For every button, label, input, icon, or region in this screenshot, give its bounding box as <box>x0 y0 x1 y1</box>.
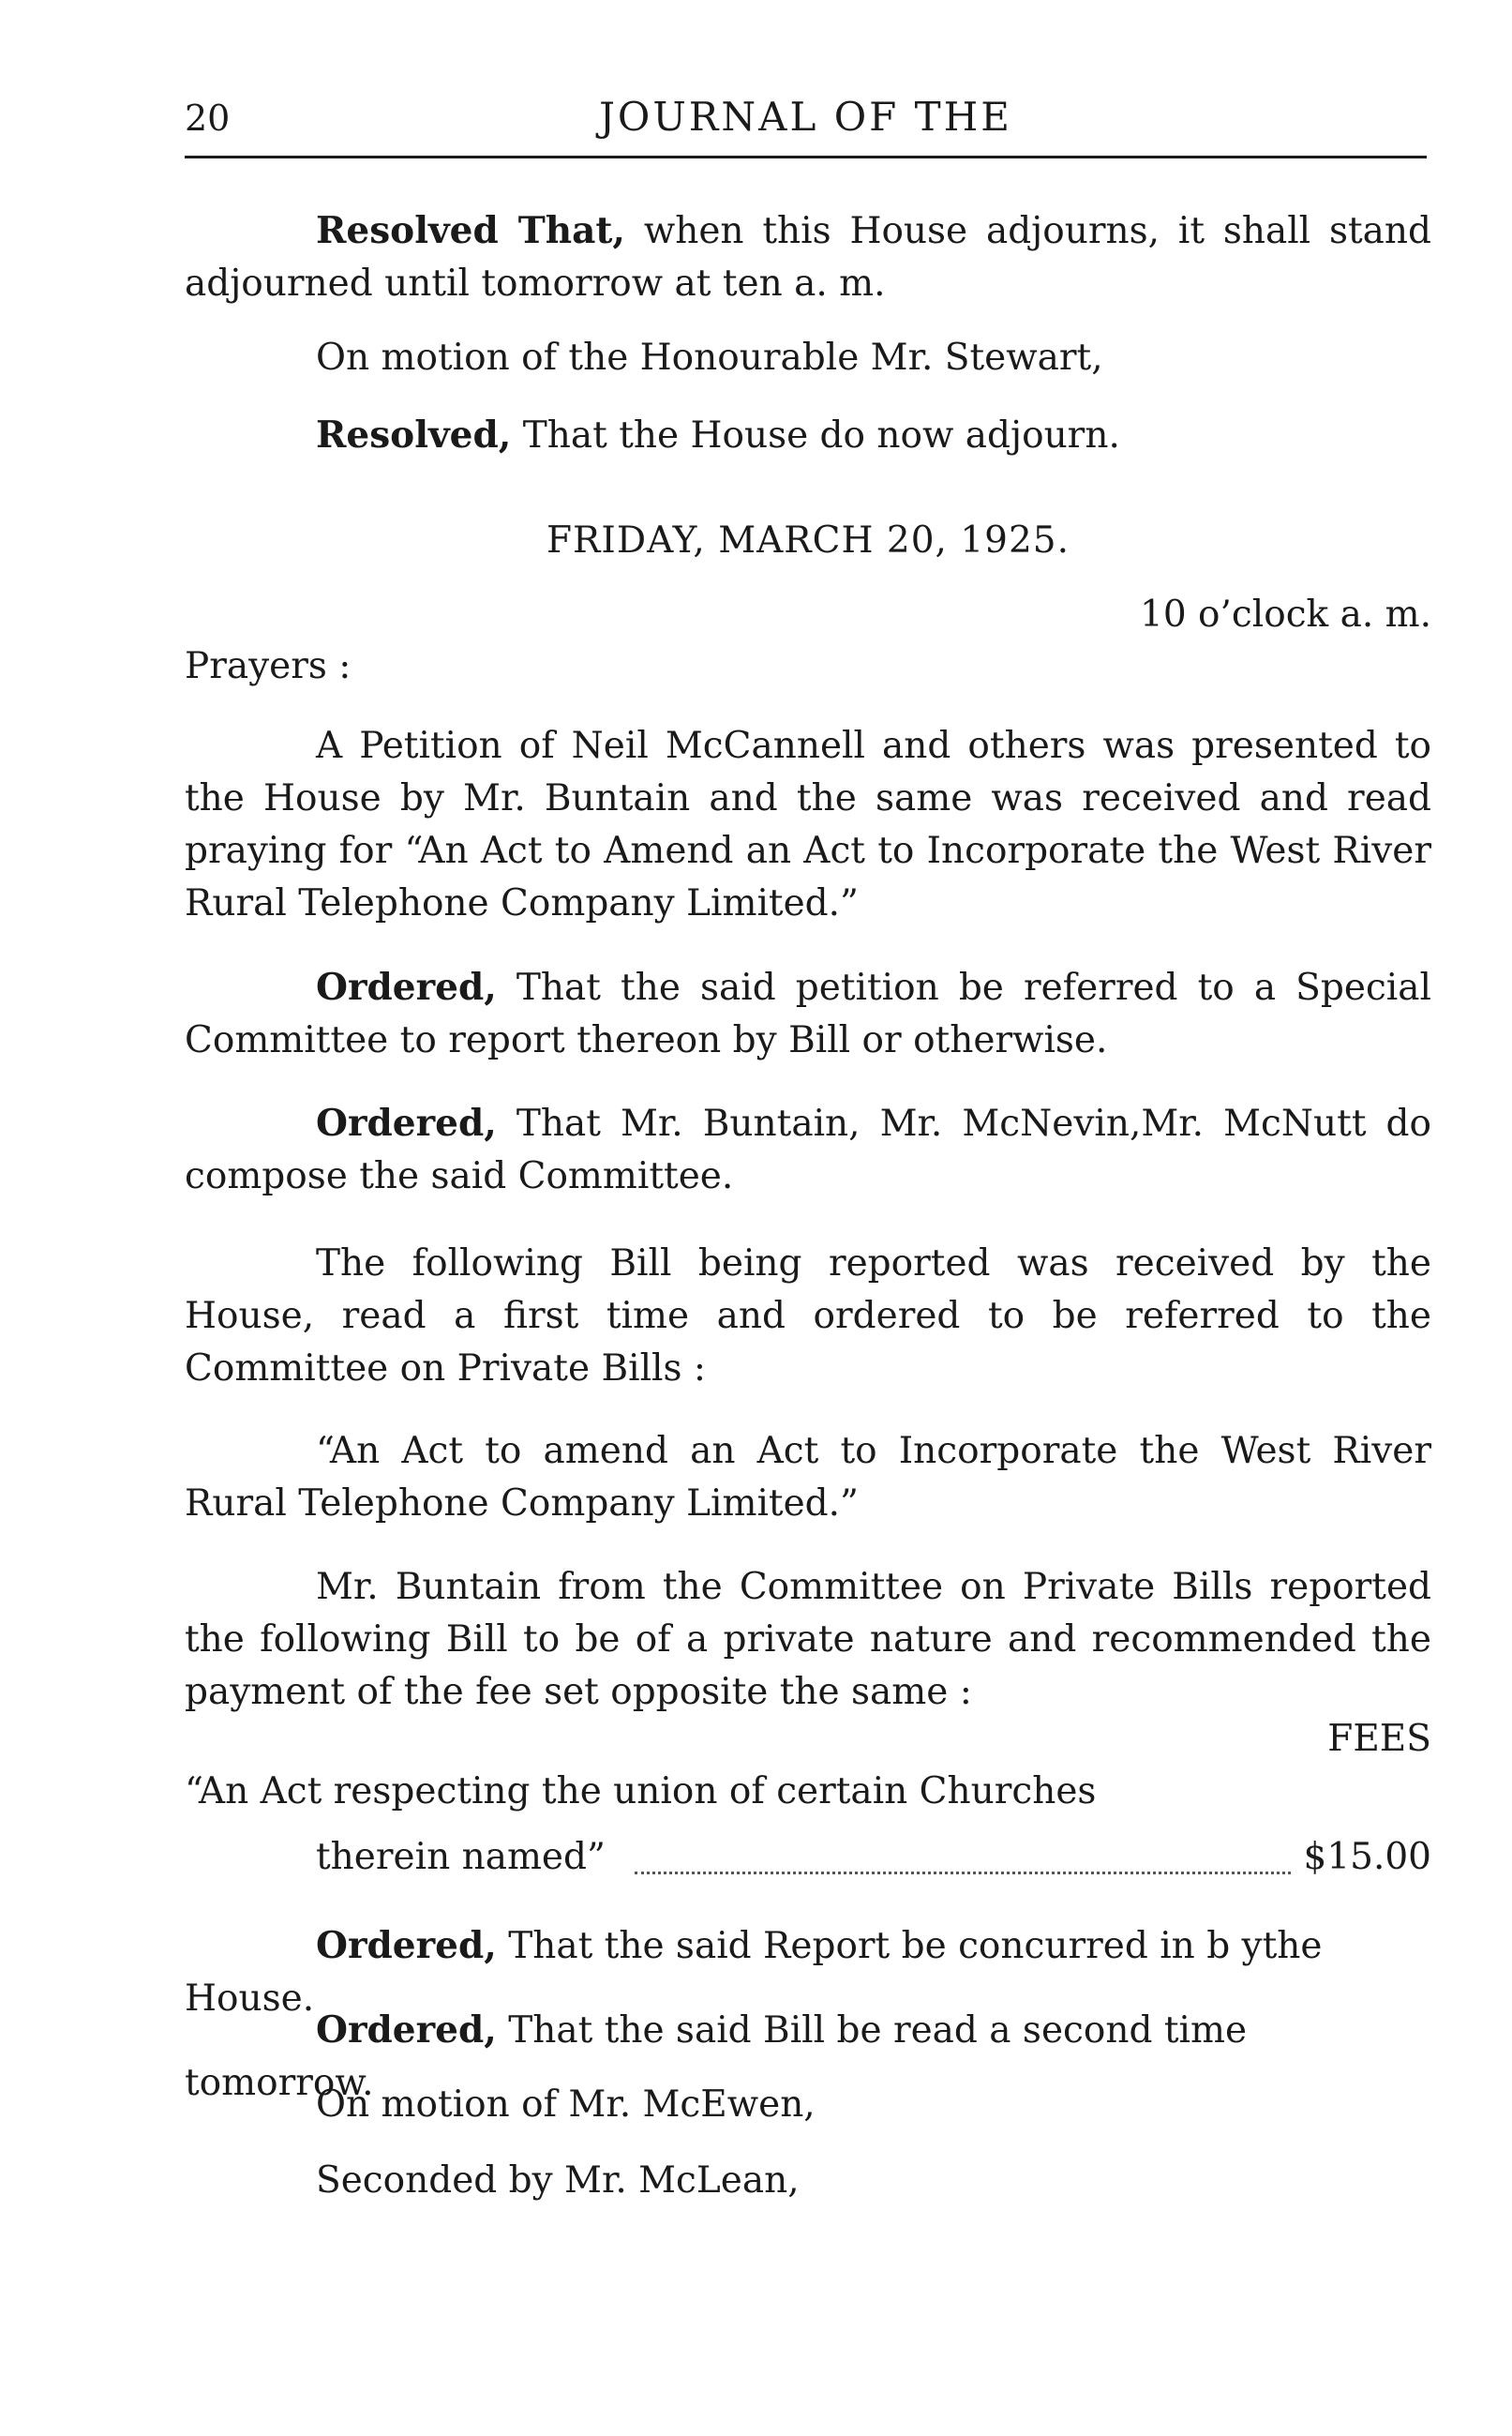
fee-bill-title: “An Act respecting the union of certain Churches <box>185 1770 1097 1812</box>
bill-reported-paragraph: The following Bill being reported was received by the House, read a first time and ordered to be referred to the Committee on Private Bills : <box>185 1242 1431 1390</box>
fee-amount: $15.00 <box>1303 1836 1431 1878</box>
ordered-label: Ordered, <box>316 1924 497 1967</box>
resolved-label: Resolved That, <box>316 209 625 252</box>
motion-mcewen: On motion of Mr. McEwen, <box>316 2083 816 2126</box>
ordered-label: Ordered, <box>316 1102 497 1145</box>
ordered-text: That Mr. Buntain, Mr. McNevin,Mr. McNutt do compose the said Committee. <box>185 1103 1431 1197</box>
bill-title-paragraph: “An Act to amend an Act to Incorporate the West River Rural Telephone Company Limited.” <box>185 1430 1431 1525</box>
ordered-committee-paragraph <box>185 1097 1431 1203</box>
ordered-referred-paragraph <box>185 961 1431 1067</box>
fee-row <box>316 1836 1431 1888</box>
resolved-label: Resolved, <box>316 414 512 457</box>
resolution-text: when this House adjourns, it shall stand adjourned until tomorrow at ten a. m. <box>185 210 1431 305</box>
prayers-line: Prayers : <box>185 645 352 687</box>
ordered-label: Ordered, <box>316 966 497 1009</box>
resolution-now-adjourn <box>185 409 1431 462</box>
motion-stewart: On motion of the Honourable Mr. Stewart, <box>316 337 1103 379</box>
petition-paragraph: A Petition of Neil McCannell and others was presented to the House by Mr. Buntain and the same was received and read praying for “An Act to Amend an Act to Incorporate the West River Rural Telephone Company Limited.” <box>185 725 1431 925</box>
committee-report-paragraph: Mr. Buntain from the Committee on Private Bills reported the following Bill to be of a private nature and recommended the payment of the fee set opposite the same : <box>185 1566 1431 1713</box>
running-head: JOURNAL OF THE <box>599 94 1012 140</box>
dot-leader <box>635 1872 1291 1874</box>
page-header <box>185 90 1427 158</box>
resolution-adjourn-paragraph <box>185 204 1431 310</box>
ordered-text: That the said petition be referred to a Special Committee to report thereon by Bill or otherwise. <box>185 967 1431 1061</box>
ordered-label: Ordered, <box>316 2008 497 2052</box>
sitting-time: 10 o’clock a. m. <box>1140 594 1431 636</box>
seconded-mclean: Seconded by Mr. McLean, <box>316 2159 800 2202</box>
ordered-text: That the said Bill be read a second time tomorrow. <box>185 2009 1248 2104</box>
date-heading: FRIDAY, MARCH 20, 1925. <box>546 519 1070 562</box>
ordered-text: That the said Report be concurred in b ythe House. <box>185 1925 1323 2020</box>
page-number: 20 <box>185 98 231 139</box>
fee-bill-title-continued: therein named” <box>316 1836 606 1878</box>
resolution-text: That the House do now adjourn. <box>511 414 1120 457</box>
fees-column-header: FEES <box>1327 1718 1431 1760</box>
